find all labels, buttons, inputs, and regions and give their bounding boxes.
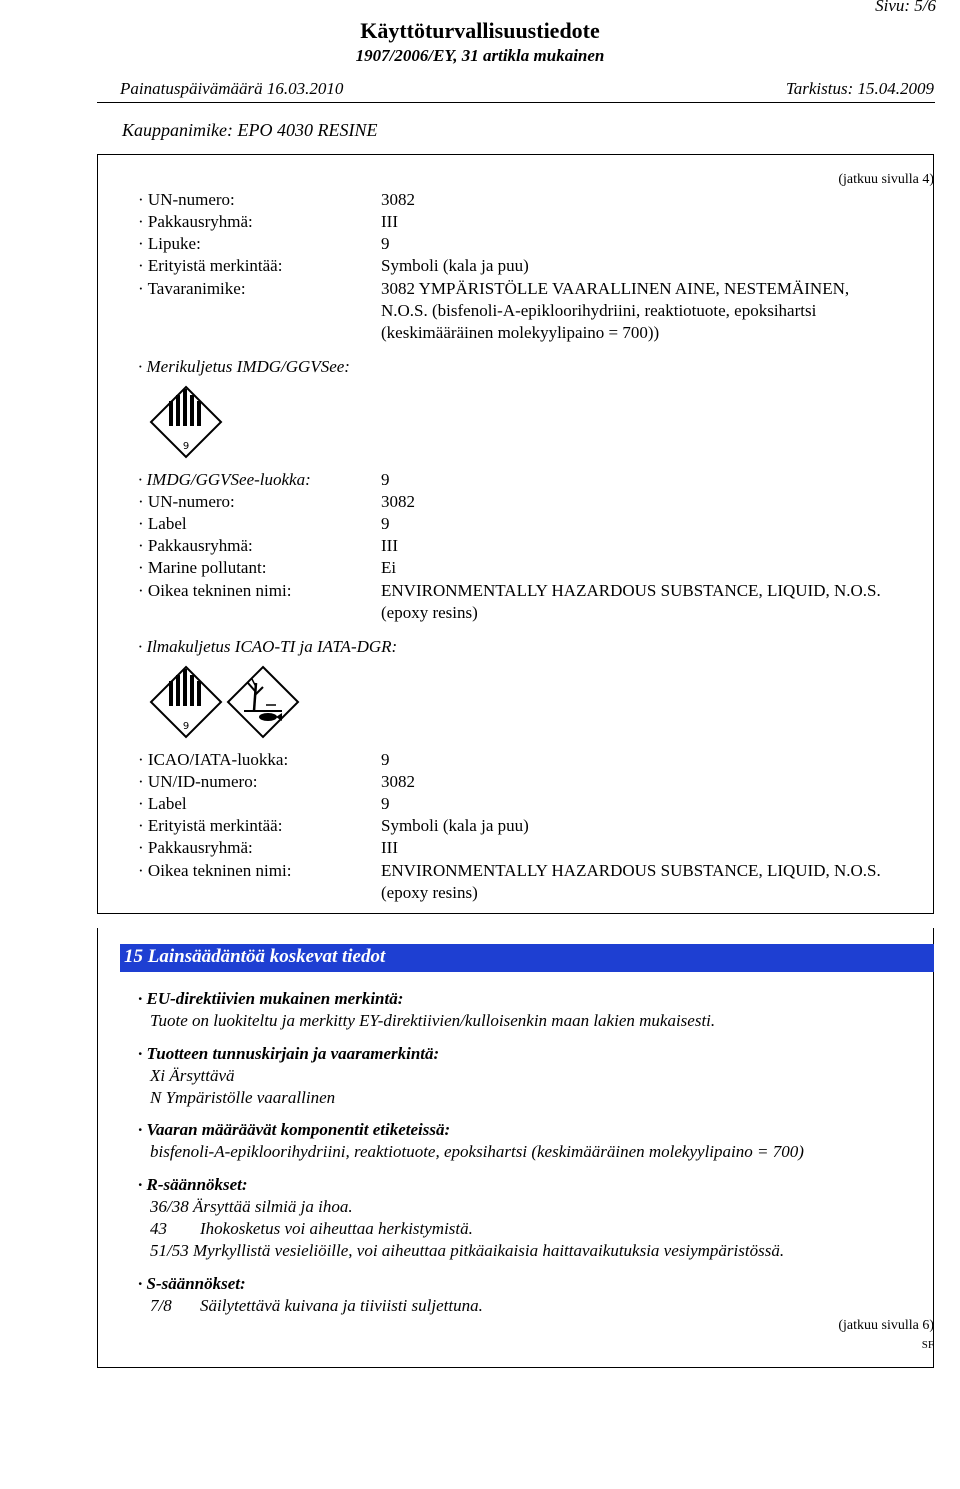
imdg-pg-label: · Pakkausryhmä: (138, 536, 253, 555)
s-phrase-1-text: Säilytettävä kuivana ja tiiviisti suljettuna. (200, 1296, 483, 1315)
imdg-heading: · Merikuljetus IMDG/GGVSee: (138, 357, 350, 376)
continued-from: (jatkuu sivulla 4) (838, 172, 934, 187)
adr-un-value: 3082 (381, 190, 415, 209)
imdg-class-value: 9 (381, 470, 390, 489)
imdg-name-line1: ENVIRONMENTALLY HAZARDOUS SUBSTANCE, LIQUID, N.O.S. (381, 581, 881, 600)
imdg-label-value: 9 (381, 514, 390, 533)
header-rule (97, 102, 935, 103)
adr-flag-label: · Lipuke: (138, 234, 201, 253)
class-9-pictogram-number: 9 (182, 441, 190, 452)
icao-un-value: 3082 (381, 772, 415, 791)
class-9-hazard-pictogram-air-icon (149, 665, 223, 739)
r-phrase-3: 51/53 Myrkyllistä vesieliöille, voi aiheuttaa pitkäaikaisia haittavaikutuksia vesiympäristössä. (150, 1241, 785, 1260)
adr-special-label: · Erityistä merkintää: (138, 256, 283, 275)
adr-name-line3: (keskimääräinen molekyylipaino = 700)) (381, 323, 660, 342)
imdg-mp-value: Ei (381, 558, 397, 577)
adr-name-line1: 3082 YMPÄRISTÖLLE VAARALLINEN AINE, NESTEMÄINEN, (381, 279, 850, 298)
revision-date: Tarkistus: 15.04.2009 (785, 79, 934, 98)
imdg-name-label: · Oikea tekninen nimi: (138, 581, 292, 600)
icao-un-label: · UN/ID-numero: (138, 772, 258, 791)
icao-special-value: Symboli (kala ja puu) (381, 816, 529, 835)
imdg-pg-value: III (381, 536, 398, 555)
icao-name-label: · Oikea tekninen nimi: (138, 861, 292, 880)
adr-special-value: Symboli (kala ja puu) (381, 256, 529, 275)
adr-name-line2: N.O.S. (bisfenoli-A-epikloorihydriini, reaktiotuote, epoksihartsi (381, 301, 817, 320)
imdg-class-label: · IMDG/GGVSee-luokka: (138, 470, 311, 489)
environment-hazard-icon (226, 665, 300, 739)
icao-heading: · Ilmakuljetus ICAO-TI ja IATA-DGR: (138, 637, 398, 656)
symbol-n: N Ympäristölle vaarallinen (150, 1088, 336, 1107)
adr-pg-value: III (381, 212, 398, 231)
adr-pg-label: · Pakkausryhmä: (138, 212, 253, 231)
imdg-un-value: 3082 (381, 492, 415, 511)
section-15-heading: 15 Lainsäädäntöä koskevat tiedot (124, 946, 386, 967)
imdg-mp-label: · Marine pollutant: (138, 558, 267, 577)
section-15-heading-bar (120, 944, 934, 972)
class-9-hazard-pictogram-icon (149, 385, 223, 459)
class-9-air-pictogram-number: 9 (182, 721, 190, 732)
icao-class-value: 9 (381, 750, 390, 769)
components-text: bisfenoli-A-epikloorihydriini, reaktiotuote, epoksihartsi (keskimääräinen molekyylipaino = 700) (150, 1142, 804, 1161)
icao-name-line1: ENVIRONMENTALLY HAZARDOUS SUBSTANCE, LIQUID, N.O.S. (381, 861, 881, 880)
document-subtitle: 1907/2006/EY, 31 artikla mukainen (355, 46, 605, 65)
language-code: SF (921, 1339, 934, 1351)
s-phrases-label: · S-säännökset: (138, 1274, 246, 1293)
r-phrase-2-text: Ihokosketus voi aiheuttaa herkistymistä. (200, 1219, 473, 1238)
r-phrase-2-code: 43 (150, 1219, 167, 1238)
adr-un-label: · UN-numero: (138, 190, 235, 209)
adr-flag-value: 9 (381, 234, 390, 253)
icao-pg-label: · Pakkausryhmä: (138, 838, 253, 857)
imdg-label-label: · Label (138, 514, 187, 533)
s-phrase-1-code: 7/8 (150, 1296, 172, 1315)
icao-label-value: 9 (381, 794, 390, 813)
icao-class-label: · ICAO/IATA-luokka: (138, 750, 289, 769)
r-phrase-1: 36/38 Ärsyttää silmiä ja ihoa. (150, 1197, 353, 1216)
components-label: · Vaaran määräävät komponentit etiketeissä: (138, 1120, 451, 1139)
imdg-un-label: · UN-numero: (138, 492, 235, 511)
document-title: Käyttöturvallisuustiedote (360, 18, 600, 43)
continued-to: (jatkuu sivulla 6) (838, 1318, 934, 1333)
icao-special-label: · Erityistä merkintää: (138, 816, 283, 835)
print-date: Painatuspäivämäärä 16.03.2010 (120, 79, 344, 98)
adr-name-label: · Tavaranimike: (138, 279, 246, 298)
imdg-name-line2: (epoxy resins) (381, 603, 478, 622)
symbol-xi: Xi Ärsyttävä (150, 1066, 235, 1085)
page-number: Sivu: 5/6 (875, 0, 936, 15)
icao-name-line2: (epoxy resins) (381, 883, 478, 902)
icao-pg-value: III (381, 838, 398, 857)
trade-name: Kauppanimike: EPO 4030 RESINE (122, 120, 378, 140)
icao-label-label: · Label (138, 794, 187, 813)
eu-label: · EU-direktiivien mukainen merkintä: (138, 989, 404, 1008)
r-phrases-label: · R-säännökset: (138, 1175, 248, 1194)
eu-text: Tuote on luokiteltu ja merkitty EY-direktiivien/kulloisenkin maan lakien mukaisesti. (150, 1011, 716, 1030)
symbol-label: · Tuotteen tunnuskirjain ja vaaramerkintä: (138, 1044, 440, 1063)
